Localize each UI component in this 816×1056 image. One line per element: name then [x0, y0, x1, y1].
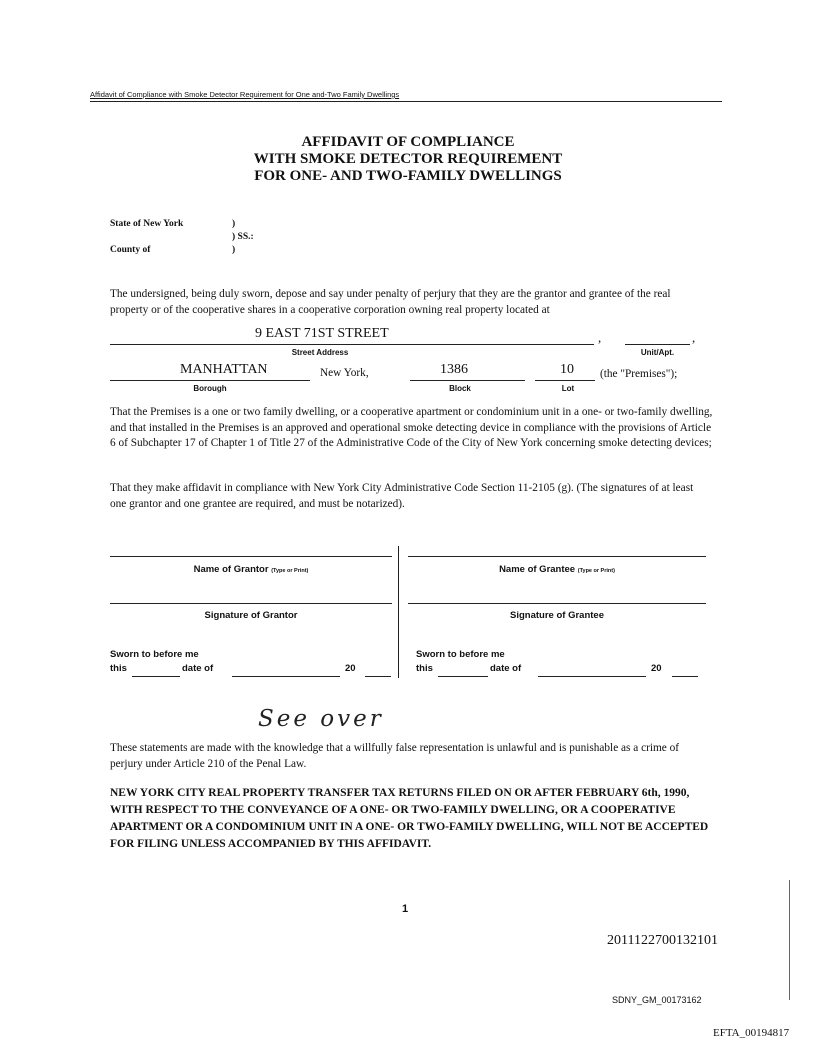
unit-label: Unit/Apt.: [640, 348, 675, 357]
grantee-signature-line: [408, 603, 706, 604]
grantee-name-label-text: Name of Grantee: [499, 564, 576, 575]
grantee-year-line: [672, 676, 698, 677]
title-line-1: AFFIDAVIT OF COMPLIANCE: [301, 134, 515, 150]
page-number: 1: [402, 903, 409, 915]
grantor-year: 20: [345, 663, 356, 674]
grantee-this: this: [416, 663, 433, 674]
venue-county: County of: [110, 245, 151, 255]
comma-mark: ,: [598, 330, 602, 345]
grantor-this: this: [110, 663, 127, 674]
signature-divider: [398, 546, 399, 678]
grantee-date-of: date of: [490, 663, 522, 674]
venue-ss: ) SS.:: [232, 232, 254, 242]
efta-number: EFTA_00194817: [713, 1027, 790, 1039]
comma-mark-2: ,: [692, 330, 696, 345]
grantor-month-line: [232, 676, 340, 677]
grantee-month-line: [538, 676, 646, 677]
grantor-name-hint: (Type or Print): [271, 568, 309, 574]
grantee-sworn: Sworn to before me: [416, 649, 505, 660]
perjury-paragraph: These statements are made with the knowledge that a willfully false representation is unlawful and is punishable as a crime of perjury under Article 210 of the Penal Law.: [110, 742, 680, 770]
street-address-value: 9 EAST 71ST STREET: [255, 326, 389, 341]
handwritten-note: See over: [258, 706, 384, 732]
grantor-year-line: [365, 676, 391, 677]
grantee-name-line: [408, 556, 706, 557]
lot-value: 10: [560, 362, 574, 377]
document-number: 2011122700132101: [607, 933, 718, 948]
grantor-name-line: [110, 556, 392, 557]
grantor-name-label-text: Name of Grantor: [193, 564, 269, 575]
borough-line: [110, 380, 310, 381]
borough-value: MANHATTAN: [180, 362, 268, 377]
block-line: [410, 380, 525, 381]
title-line-3: FOR ONE- AND TWO-FAMILY DWELLINGS: [254, 168, 562, 184]
street-address-line: [110, 344, 594, 345]
filing-notice: NEW YORK CITY REAL PROPERTY TRANSFER TAX RETURNS FILED ON OR AFTER FEBRUARY 6th, 1990, WITH RESPECT TO THE CONVEYANCE OF A ONE- OR TWO-FAMILY DWELLING, OR A COOPERATIVE APARTMENT OR A CONDOMINIUM UNIT IN A ONE- OR TWO-FAMILY DWELLING, WILL NOT BE ACCEPTED FOR FILING UNLESS ACCOMPANIED BY THIS AFFIDAVIT.: [110, 787, 709, 850]
running-header: Affidavit of Compliance with Smoke Detector Requirement for One and-Two Family Dwellings: [90, 90, 400, 99]
margin-rule: [789, 880, 790, 1000]
lot-label: Lot: [561, 384, 575, 393]
premises-text: (the "Premises");: [600, 368, 678, 380]
grantor-signature-label: Signature of Grantor: [204, 610, 298, 621]
grantee-year: 20: [651, 663, 662, 674]
borough-label: Borough: [193, 384, 227, 393]
city-text: New York,: [320, 367, 369, 379]
unit-line: [625, 344, 690, 345]
street-address-label: Street Address: [291, 348, 349, 357]
grantor-date-of: date of: [182, 663, 214, 674]
venue-state: State of New York: [110, 219, 184, 229]
header-rule: [90, 101, 722, 102]
grantee-signature-label: Signature of Grantee: [510, 610, 604, 621]
title-line-2: WITH SMOKE DETECTOR REQUIREMENT: [253, 151, 563, 167]
grantor-signature-line: [110, 603, 392, 604]
grantee-name-label: [408, 564, 706, 575]
venue-paren-3: ): [232, 245, 236, 255]
lot-line: [535, 380, 595, 381]
grantee-day-line: [438, 676, 488, 677]
block-value: 1386: [440, 362, 468, 377]
venue-paren-1: ): [232, 219, 236, 229]
premises-paragraph: That the Premises is a one or two family dwelling, or a cooperative apartment or condominium unit in a one- or two-family dwelling, and that installed in the Premises is an approved and operational smoke detecting device in compliance with the provisions of Article 6 of Subchapter 17 of Chapter 1 of Title 27 of the Administrative Code of the City of New York concerning smoke detecting devices;: [110, 406, 713, 449]
grantor-day-line: [132, 676, 180, 677]
affidavit-paragraph: That they make affidavit in compliance with New York City Administrative Code Section 11-2105 (g). (The signatures of at least one grantor and one grantee are required, and must be notarized).: [110, 482, 694, 510]
bates-number: SDNY_GM_00173162: [612, 995, 702, 1005]
intro-paragraph: The undersigned, being duly sworn, depose and say under penalty of perjury that they are the grantor and grantee of the real property or of the cooperative shares in a cooperative corporation owning real property located at: [110, 288, 671, 316]
grantor-name-label: [110, 564, 392, 575]
grantee-name-hint: (Type or Print): [577, 568, 615, 574]
block-label: Block: [449, 384, 471, 393]
grantor-sworn: Sworn to before me: [110, 649, 199, 660]
